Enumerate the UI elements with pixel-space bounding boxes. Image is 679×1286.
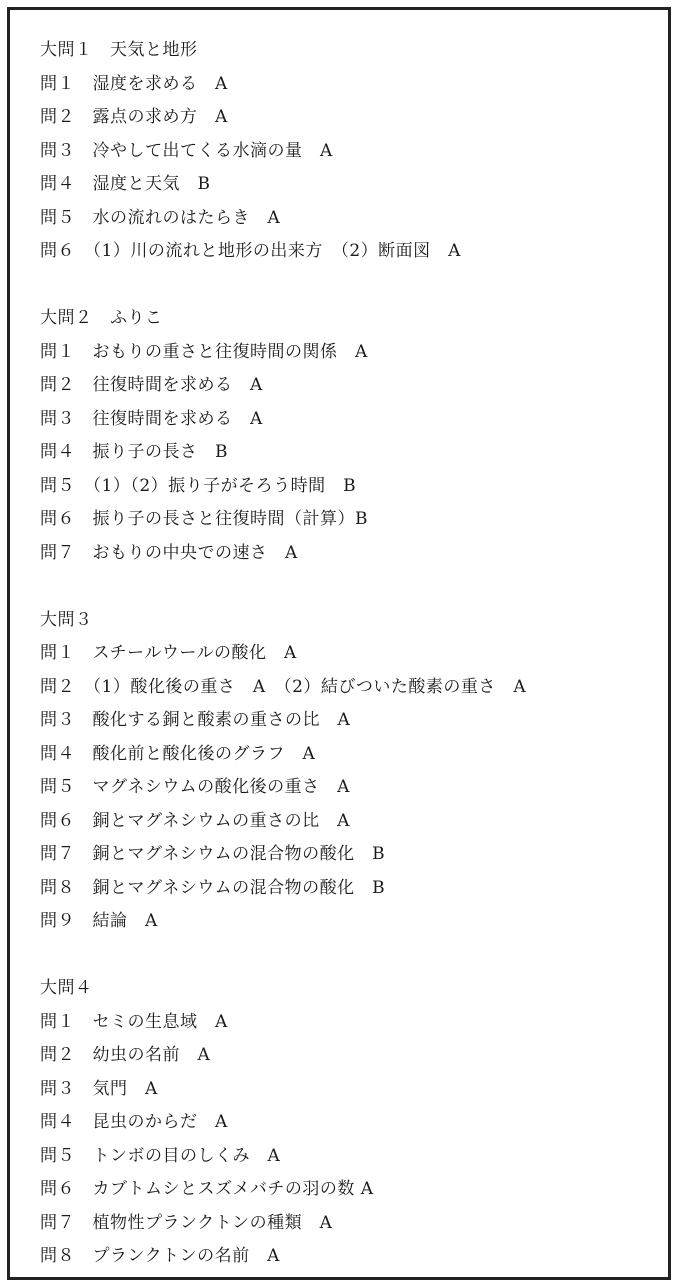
question-item: 問７ おもりの中央での速さ A bbox=[40, 542, 298, 563]
section-4 bbox=[40, 972, 648, 1274]
question-item: 問６ （1）川の流れと地形の出来方 （2）断面図 A bbox=[40, 241, 461, 261]
question-item: 問９ 結論 A bbox=[40, 911, 158, 931]
section-heading: 大問１ 天気と地形 bbox=[40, 40, 198, 60]
question-item: 問２ 幼虫の名前 A bbox=[40, 1045, 211, 1065]
question-item: 問３ 冷やして出てくる水滴の量 A bbox=[40, 140, 333, 161]
question-item: 問５ （1）（2）振り子がそろう時間 B bbox=[40, 475, 357, 496]
question-item: 問６ 振り子の長さと往復時間（計算）B bbox=[40, 509, 368, 529]
section-heading: 大問４ bbox=[40, 978, 93, 998]
question-item: 問４ 酸化前と酸化後のグラフ A bbox=[40, 743, 316, 764]
question-item: 問３ 気門 A bbox=[40, 1078, 158, 1099]
question-item: 問２ （1）酸化後の重さ A （2）結びついた酸素の重さ A bbox=[40, 676, 527, 697]
question-item: 問１ セミの生息域 A bbox=[40, 1011, 228, 1032]
question-item: 問４ 昆虫のからだ A bbox=[40, 1112, 228, 1132]
question-item: 問１ 湿度を求める A bbox=[40, 73, 228, 94]
question-item: 問４ 振り子の長さ B bbox=[40, 442, 228, 462]
question-item: 問８ 銅とマグネシウムの混合物の酸化 B bbox=[40, 877, 386, 898]
question-item: 問１ おもりの重さと往復時間の関係 A bbox=[40, 341, 368, 362]
section-heading: 大問２ ふりこ bbox=[40, 308, 163, 328]
section-2 bbox=[40, 302, 648, 570]
question-item: 問５ 水の流れのはたらき A bbox=[40, 207, 281, 228]
question-item: 問３ 酸化する銅と酸素の重さの比 A bbox=[40, 710, 351, 730]
question-item: 問７ 銅とマグネシウムの混合物の酸化 B bbox=[40, 844, 386, 864]
document-frame bbox=[7, 7, 671, 1280]
question-item: 問８ プランクトンの名前 A bbox=[40, 1246, 280, 1266]
question-item: 問２ 露点の求め方 A bbox=[40, 107, 228, 127]
question-item: 問７ 植物性プランクトンの種類 A bbox=[40, 1212, 333, 1233]
question-item: 問６ カブトムシとスズメバチの羽の数 A bbox=[40, 1179, 374, 1199]
section-3 bbox=[40, 604, 648, 939]
question-item: 問５ トンボの目のしくみ A bbox=[40, 1145, 281, 1166]
section-heading: 大問３ bbox=[40, 609, 93, 630]
section-1 bbox=[40, 34, 648, 269]
question-item: 問１ スチールウールの酸化 A bbox=[40, 643, 297, 663]
question-item: 問４ 湿度と天気 B bbox=[40, 174, 211, 194]
question-item: 問３ 往復時間を求める A bbox=[40, 408, 263, 429]
question-item: 問２ 往復時間を求める A bbox=[40, 375, 263, 395]
question-item: 問６ 銅とマグネシウムの重さの比 A bbox=[40, 810, 350, 831]
question-item: 問５ マグネシウムの酸化後の重さ A bbox=[40, 777, 350, 797]
document-content bbox=[40, 34, 648, 1274]
